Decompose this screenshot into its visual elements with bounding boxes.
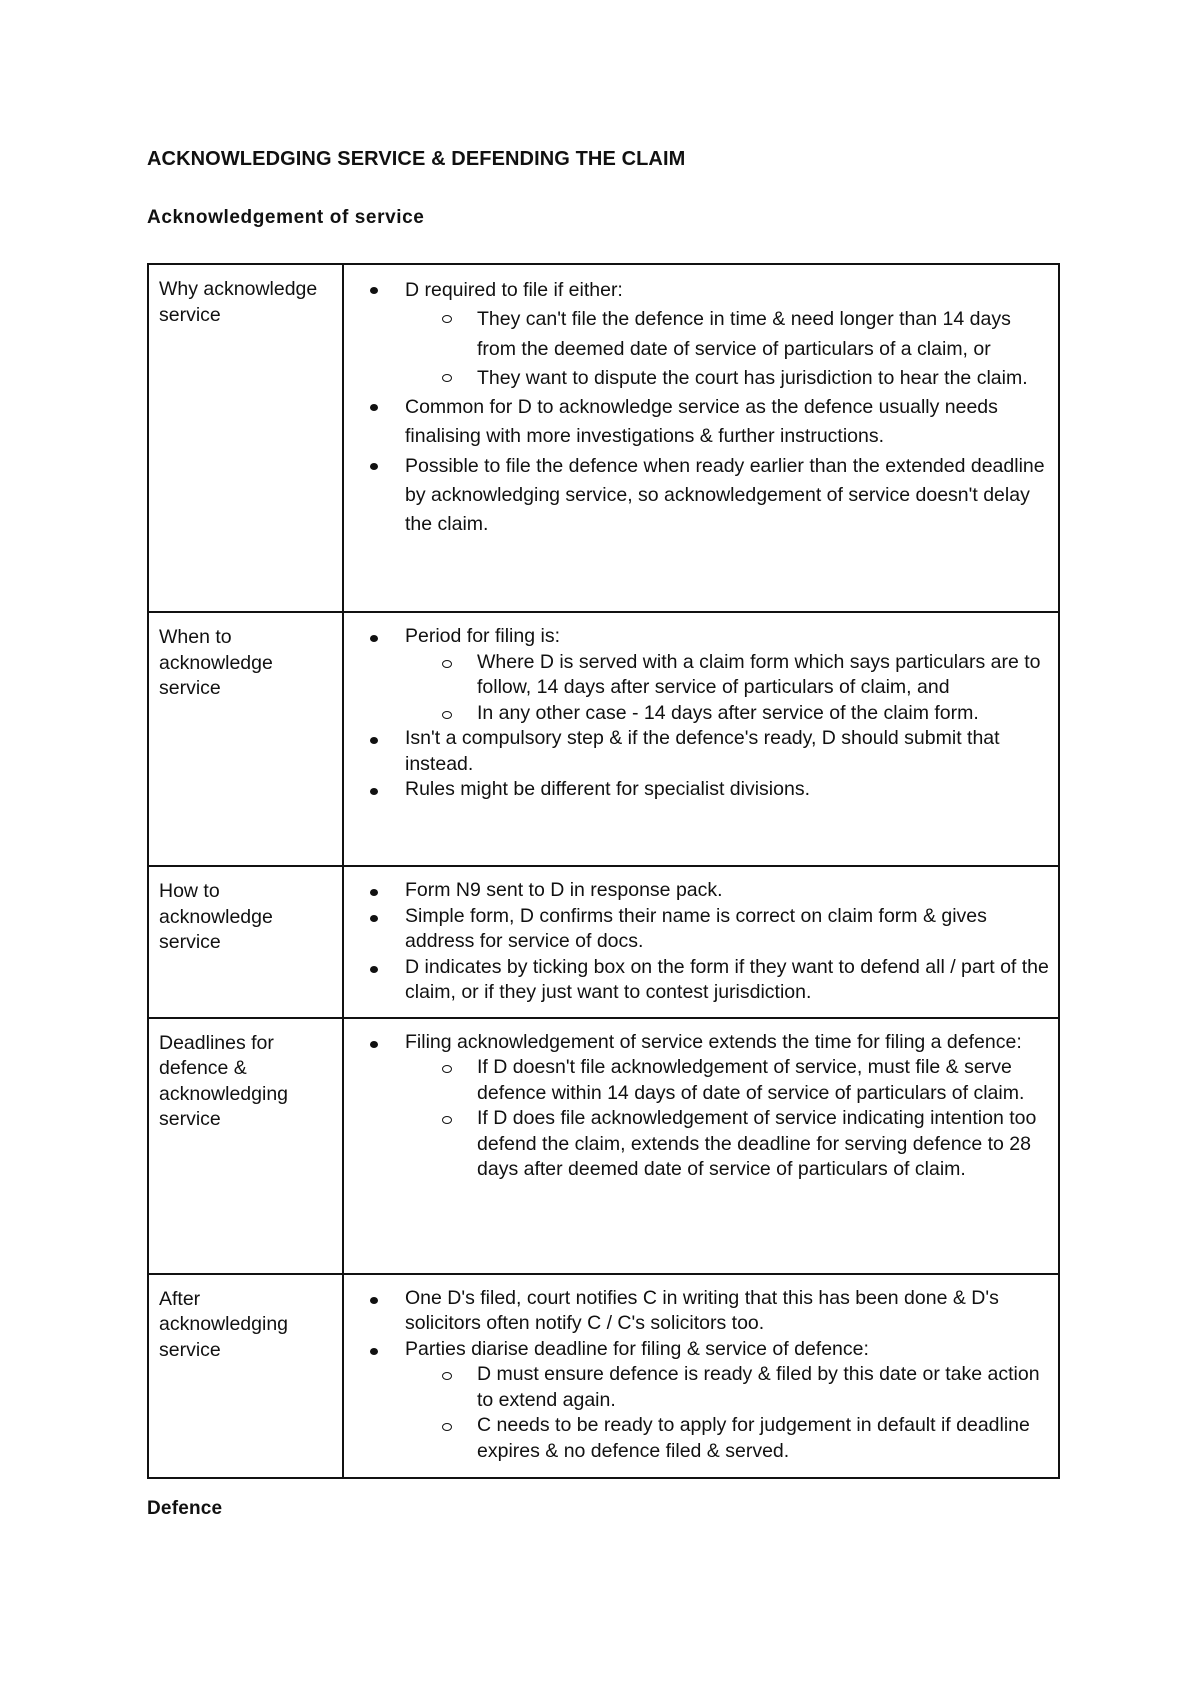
row-label-cell: [148, 264, 343, 612]
bullet-item: [368, 393, 1050, 452]
row-label: Why acknowledge service: [159, 278, 318, 326]
table-row: [148, 1274, 1059, 1478]
sub-bullet-list: [405, 650, 1050, 727]
sub-bullet-item: If D does file acknowledgement of service indicating intention too defend the claim, extends the deadline for serving defence to 28 days after deemed date of service of particulars of claim.: [441, 1106, 1050, 1183]
sub-bullet-item: C needs to be ready to apply for judgement in default if deadline expires & no defence filed & served.: [441, 1413, 1050, 1464]
table-row: [148, 612, 1059, 866]
bullet-list: [368, 276, 1050, 540]
table-row: [148, 264, 1059, 612]
sub-bullet-item: Where D is served with a claim form which says particulars are to follow, 14 days after service of particulars of claim, and: [441, 650, 1050, 701]
row-content-cell: [343, 612, 1059, 866]
table-row: [148, 1018, 1059, 1274]
row-label-cell: [148, 1018, 343, 1274]
row-label: After acknowledging service: [159, 1287, 289, 1361]
bullet-item: [368, 1337, 1050, 1465]
bullet-text: Form N9 sent to D in response pack.: [405, 879, 723, 901]
bullet-item: [368, 1030, 1050, 1183]
sub-bullet-item: In any other case - 14 days after service of the claim form.: [441, 701, 1050, 727]
sub-bullet-item: They can't file the defence in time & need longer than 14 days from the deemed date of service of particulars of a claim, or: [441, 305, 1050, 364]
row-label: Deadlines for defence & acknowledging service: [159, 1031, 289, 1130]
row-label-cell: [148, 612, 343, 866]
bullet-item: [368, 878, 1050, 904]
document-title: ACKNOWLEDGING SERVICE & DEFENDING THE CLAIM: [147, 148, 686, 170]
bullet-text: Rules might be different for specialist divisions.: [405, 778, 810, 800]
sub-bullet-item: They want to dispute the court has jurisdiction to hear the claim.: [441, 364, 1050, 393]
bullet-list: [368, 878, 1050, 1006]
row-content-cell: [343, 264, 1059, 612]
bullet-text: Simple form, D confirms their name is correct on claim form & gives address for service of docs.: [405, 904, 987, 952]
sub-bullet-list: [405, 305, 1050, 393]
bullet-text: Parties diarise deadline for filing & service of defence:: [405, 1337, 869, 1360]
bullet-item: [368, 276, 1050, 393]
row-label: How to acknowledge service: [159, 880, 273, 953]
bullet-text: D indicates by ticking box on the form if they want to defend all / part of the claim, or if they just want to contest jurisdiction.: [405, 955, 1049, 1003]
bullet-item: [368, 624, 1050, 726]
row-content-cell: [343, 866, 1059, 1018]
bullet-item: [368, 726, 1050, 777]
bullet-item: [368, 955, 1050, 1006]
row-label: When to acknowledge service: [159, 626, 273, 699]
bullet-list: [368, 624, 1050, 803]
bullet-text: Period for filing is:: [405, 625, 560, 647]
sub-bullet-item: D must ensure defence is ready & filed by this date or take action to extend again.: [441, 1362, 1050, 1413]
section-heading-acknowledgement: Acknowledgement of service: [147, 207, 425, 228]
bullet-list: [368, 1286, 1050, 1465]
bullet-item: [368, 1286, 1050, 1337]
bullet-text: Possible to file the defence when ready earlier than the extended deadline by acknowledging service, so acknowledgement of service doesn't delay the claim.: [405, 454, 1045, 536]
bullet-text: Filing acknowledgement of service extends the time for filing a defence:: [405, 1030, 1022, 1053]
row-label-cell: [148, 866, 343, 1018]
section-heading-defence: Defence: [147, 1498, 223, 1519]
notes-table: [147, 263, 1060, 1479]
bullet-item: [368, 777, 1050, 803]
sub-bullet-list: [405, 1055, 1050, 1183]
bullet-list: [368, 1030, 1050, 1183]
bullet-text: One D's filed, court notifies C in writing that this has been done & D's solicitors often notify C / C's solicitors too.: [405, 1286, 999, 1334]
bullet-item: [368, 452, 1050, 540]
row-label-cell: [148, 1274, 343, 1478]
bullet-text: Common for D to acknowledge service as the defence usually needs finalising with more investigations & further instructions.: [405, 396, 998, 448]
sub-bullet-list: [405, 1362, 1050, 1464]
sub-bullet-item: If D doesn't file acknowledgement of service, must file & serve defence within 14 days of date of service of particulars of claim.: [441, 1055, 1050, 1106]
bullet-text: Isn't a compulsory step & if the defence's ready, D should submit that instead.: [405, 727, 1000, 775]
row-content-cell: [343, 1274, 1059, 1478]
bullet-text: D required to file if either:: [405, 279, 623, 301]
bullet-item: [368, 904, 1050, 955]
row-content-cell: [343, 1018, 1059, 1274]
notes-table-body: [148, 264, 1059, 1478]
table-row: [148, 866, 1059, 1018]
